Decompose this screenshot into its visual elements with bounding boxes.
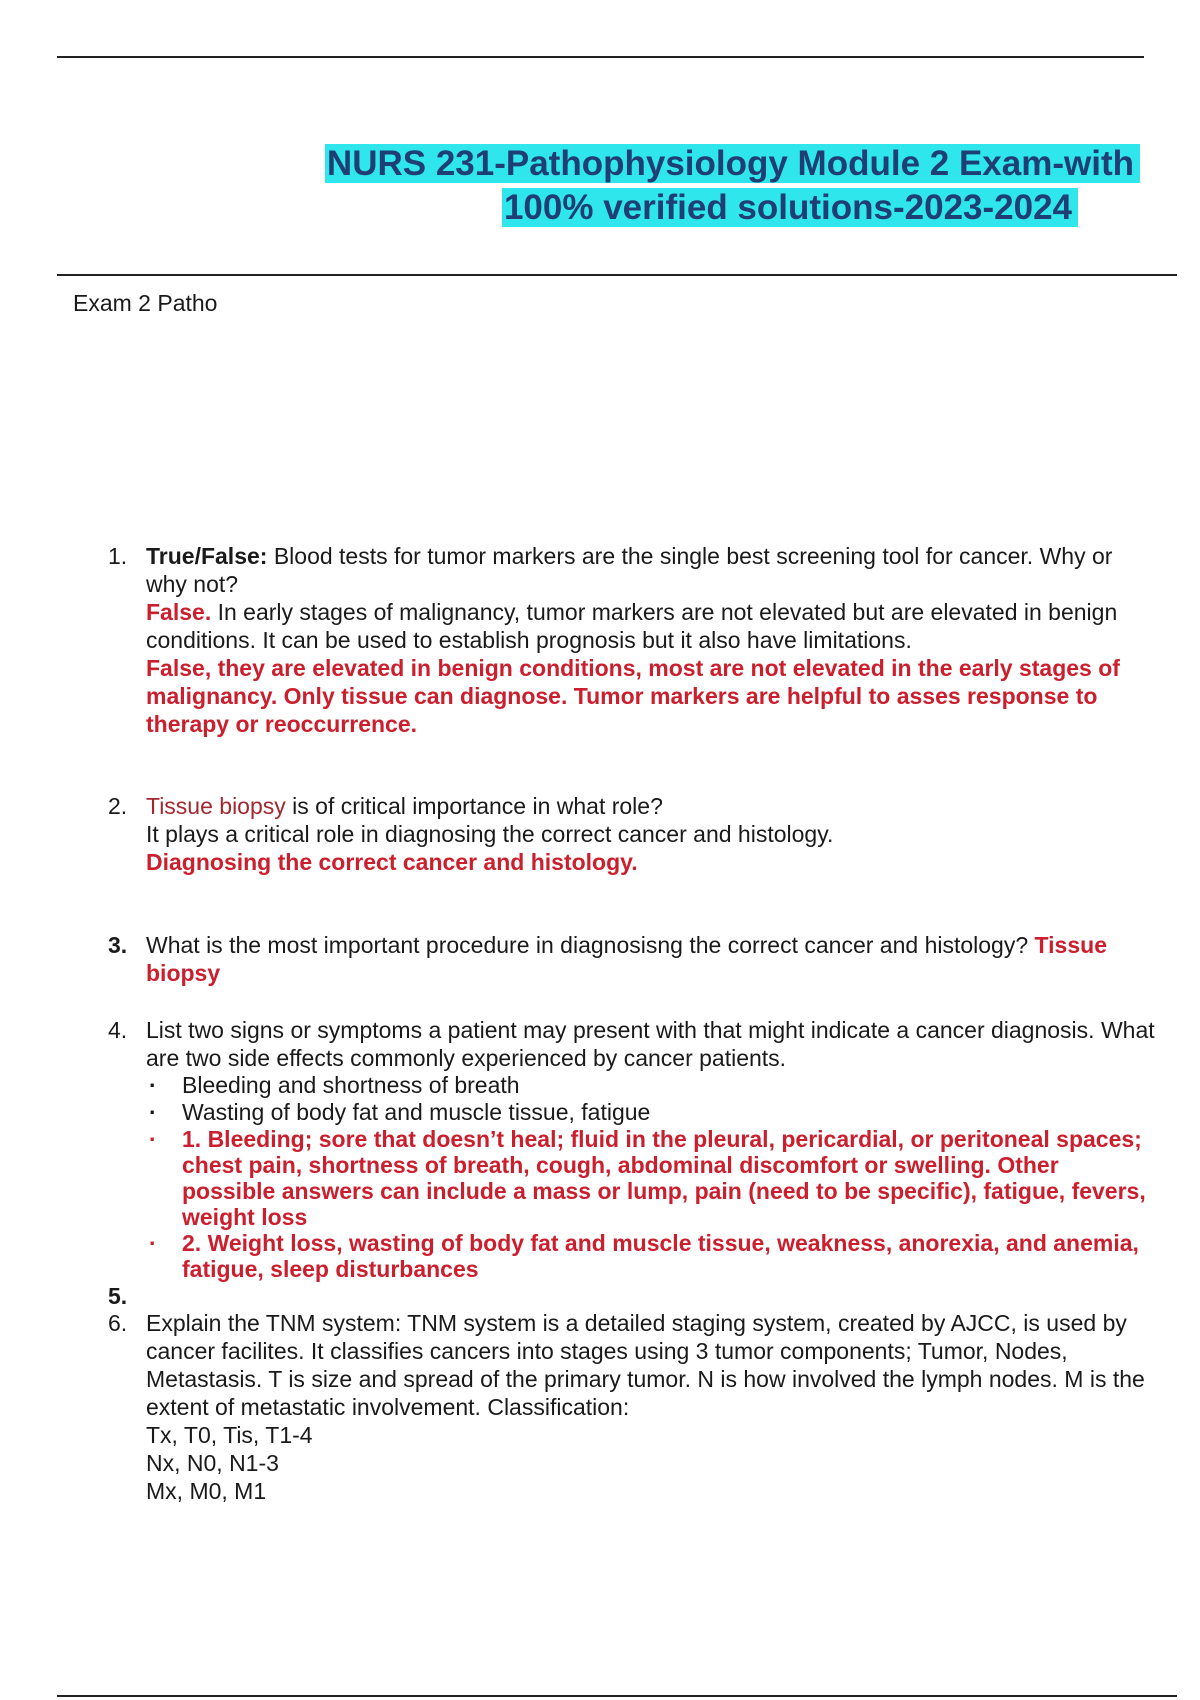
question-label: True/False: [146,543,268,569]
question-2 [108,792,1158,876]
question-number: 3. [108,932,128,958]
list-item: · Bleeding and shortness of breath [182,1072,1158,1099]
question-1 [108,542,1158,738]
list-item: · Wasting of body fat and muscle tissue, fatigue [182,1099,1158,1126]
answer-list [108,1072,1158,1282]
question-text: Blood tests for tumor markers are the single best screening tool for cancer. Why or why not? [146,543,1113,597]
question-text: Explain the TNM system: TNM system is a detailed staging system, created by AJCC, is used by cancer facilites. It classifies cancers into stages using 3 tumor components; Tumor, Nodes, Metastasis. T is size and spread of the primary tumor. N is how involved the lymph nodes. M is the extent of metastatic involvement. Classification: [146,1310,1145,1420]
question-term: Tissue biopsy [146,793,286,819]
question-4 [108,1016,1158,1282]
header-divider [57,274,1177,276]
question-number: 2. [108,793,128,819]
answer-key: Tissue biopsy [146,932,1107,986]
title-line-1: NURS 231-Pathophysiology Module 2 Exam-with [325,144,1140,183]
question-3 [108,931,1158,987]
answer-key: False, they are elevated in benign conditions, most are not elevated in the early stages of malignancy. Only tissue can diagnose. Tumor markers are helpful to asses response to therapy or reoccurrence. [146,655,1120,737]
question-number: 1. [108,543,128,569]
bottom-divider [57,1695,1177,1697]
question-6 [108,1309,1158,1505]
answer-lead: False. [146,599,212,625]
question-text: List two signs or symptoms a patient may present with that might indicate a cancer diagnosis. What are two side effects commonly experienced by cancer patients. [146,1017,1155,1071]
question-text: What is the most important procedure in diagnosisng the correct cancer and histology? [146,932,1035,958]
answer-text: In early stages of malignancy, tumor markers are not elevated but are elevated in benign conditions. It can be used to establish prognosis but it also have limitations. [146,599,1118,653]
question-number: 5. [108,1283,128,1309]
answer-key-item: · 1. Bleeding; sore that doesn’t heal; fluid in the pleural, pericardial, or peritoneal spaces; chest pain, shortness of breath, cough, abdominal discomfort or swelling. Other possible answers can include a mass or lump, pain (need to be specific), fatigue, fevers, weight loss [182,1126,1158,1230]
classification-t: Tx, T0, Tis, T1-4 [146,1422,313,1448]
classification-n: Nx, N0, N1-3 [146,1450,279,1476]
classification-m: Mx, M0, M1 [146,1478,267,1504]
title-line-2: 100% verified solutions-2023-2024 [502,188,1078,227]
question-text: is of critical importance in what role? [285,793,663,819]
document-title [160,142,1140,230]
answer-key: Diagnosing the correct cancer and histology. [146,849,638,875]
top-divider [57,56,1144,58]
question-number: 6. [108,1310,128,1336]
question-number: 4. [108,1017,128,1043]
subtitle: Exam 2 Patho [73,290,218,316]
answer-text: It plays a critical role in diagnosing the correct cancer and histology. [146,821,834,847]
answer-key-item: · 2. Weight loss, wasting of body fat and muscle tissue, weakness, anorexia, and anemia, fatigue, sleep disturbances [182,1230,1158,1282]
